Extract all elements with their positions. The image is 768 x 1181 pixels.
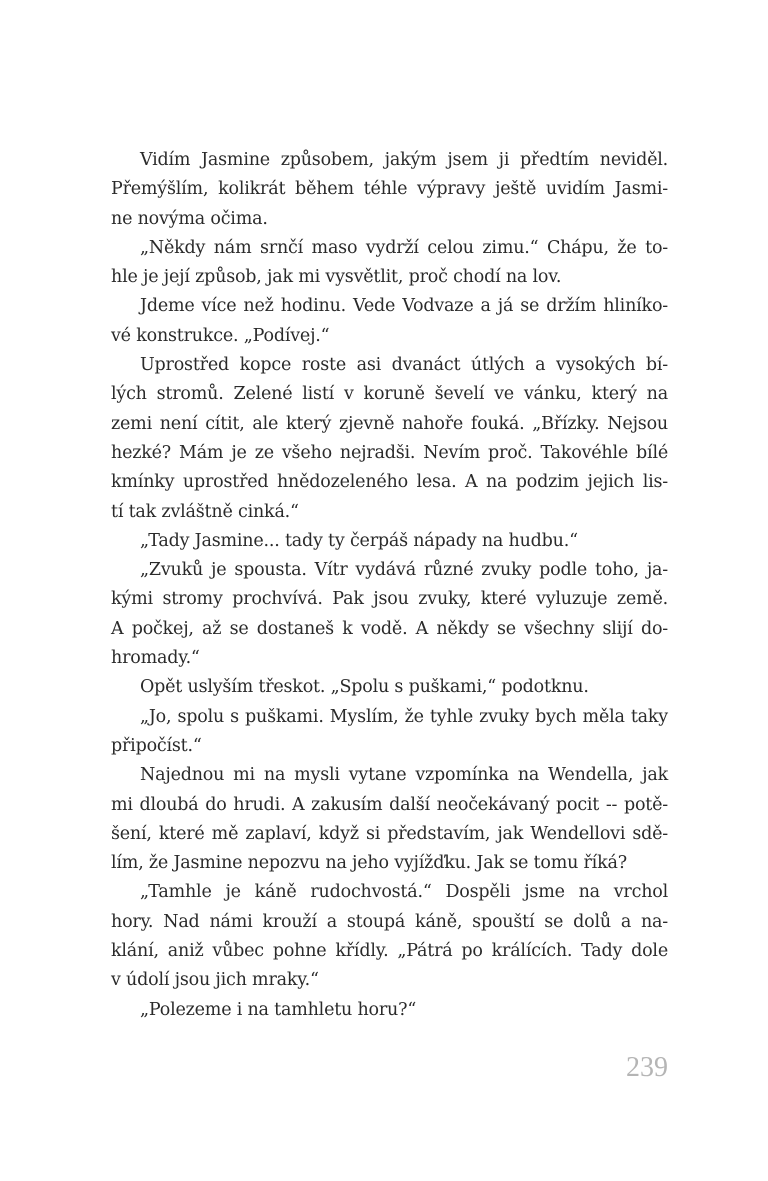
- text-line: hle je její způsob, jak mi vysvětlit, proč chodí na lov.: [111, 267, 562, 288]
- text-line: kými stromy prochvívá. Pak jsou zvuky, které vyluzuje země.: [111, 589, 668, 610]
- text-line: šení, které mě zaplaví, když si představím, jak Wendellovi sdě-: [111, 823, 668, 844]
- text-line: kmínky uprostřed hnědozeleného lesa. A na podzim jejich lis-: [111, 472, 668, 493]
- text-line: lím, že Jasmine nepozvu na jeho vyjížďku. Jak se tomu říká?: [111, 853, 627, 874]
- text-line: A počkej, až se dostaneš k vodě. A někdy se všechny slijí do-: [111, 618, 668, 639]
- text-line: Přemýšlím, kolikrát během téhle výpravy ještě uvidím Jasmi-: [111, 179, 668, 200]
- text-line: ne novýma očima.: [111, 208, 268, 229]
- text-line: v údolí jsou jich mraky.“: [111, 970, 319, 991]
- text-line: hromady.“: [111, 648, 200, 669]
- text-line: lých stromů. Zelené listí v koruně ševelí ve vánku, který na: [111, 384, 668, 405]
- text-line: „Zvuků je spousta. Vítr vydává různé zvuky podle toho, ja-: [140, 560, 668, 581]
- text-line: zemi není cítit, ale který zjevně nahoře fouká. „Břízky. Nejsou: [111, 413, 668, 434]
- text-line: hory. Nad námi krouží a stoupá káně, spouští se dolů a na-: [111, 911, 668, 932]
- book-page-text: [111, 146, 668, 1025]
- text-line: tí tak zvláštně cinká.“: [111, 501, 299, 522]
- text-line: Opět uslyším třeskot. „Spolu s puškami,“ podotknu.: [140, 677, 589, 698]
- text-line: hezké? Mám je ze všeho nejradši. Nevím proč. Takovéhle bílé: [111, 442, 668, 463]
- text-line: klání, aniž vůbec pohne křídly. „Pátrá po králících. Tady dole: [111, 941, 668, 962]
- text-line: mi dloubá do hrudi. A zakusím další neočekávaný pocit -- potě-: [111, 794, 668, 815]
- text-line: „Polezeme i na tamhletu horu?“: [140, 999, 417, 1020]
- text-line: Jdeme více než hodinu. Vede Vodvaze a já se držím hliníko-: [140, 296, 668, 317]
- text-line: Vidím Jasmine způsobem, jakým jsem ji předtím neviděl.: [140, 150, 668, 170]
- text-line: „Tady Jasmine... tady ty čerpáš nápady na hudbu.“: [140, 530, 578, 551]
- text-line: Najednou mi na mysli vytane vzpomínka na Wendella, jak: [140, 765, 668, 786]
- text-line: „Tamhle je káně rudochvostá.“ Dospěli jsme na vrchol: [140, 882, 668, 903]
- text-line: „Jo, spolu s puškami. Myslím, že tyhle zvuky bych měla taky: [140, 706, 668, 727]
- text-line: připočíst.“: [111, 735, 202, 756]
- text-line: vé konstrukce. „Podívej.“: [111, 325, 330, 346]
- page-number: 239: [626, 1052, 668, 1083]
- text-line: „Někdy nám srnčí maso vydrží celou zimu.“ Chápu, že to-: [140, 237, 668, 258]
- text-line: Uprostřed kopce roste asi dvanáct útlých a vysokých bí-: [140, 355, 668, 376]
